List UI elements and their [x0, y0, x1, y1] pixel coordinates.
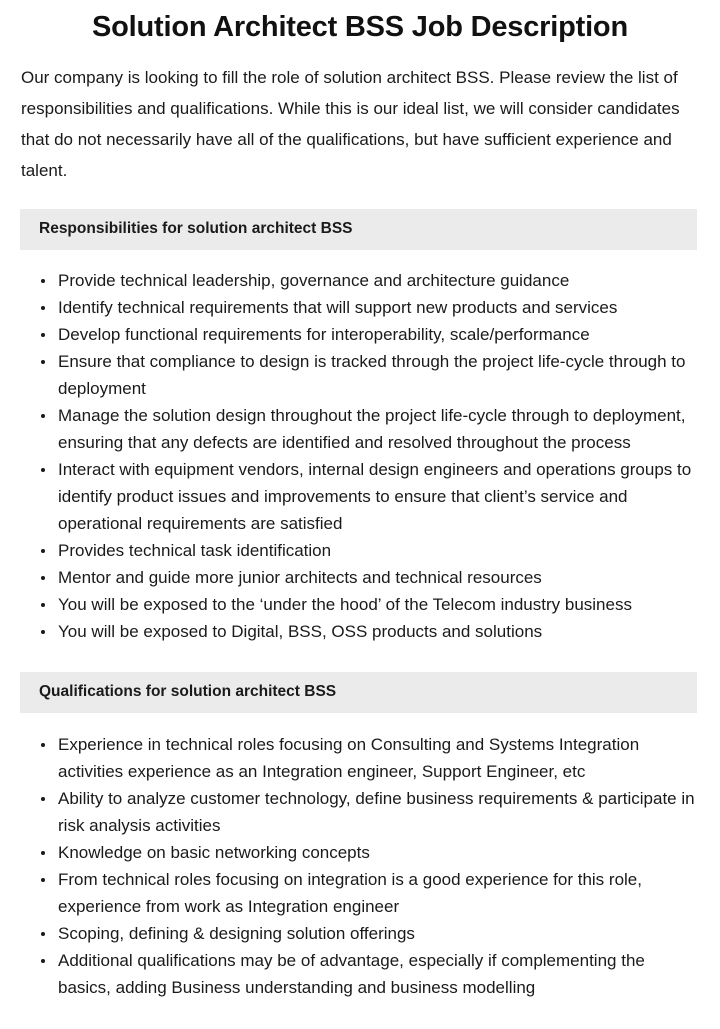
responsibilities-list: [0, 250, 720, 645]
list-item: Ensure that compliance to design is tracked through the project life-cycle through to deployment: [0, 348, 720, 402]
list-item: Identify technical requirements that will support new products and services: [0, 294, 720, 321]
intro-paragraph: Our company is looking to fill the role of solution architect BSS. Please review the list of responsibilities and qualifications. While this is our ideal list, we will consider candidates that do not necessarily have all of the qualifications, but have sufficient experience and talent.: [21, 68, 680, 180]
list-item: Knowledge on basic networking concepts: [0, 839, 720, 866]
list-item: Interact with equipment vendors, internal design engineers and operations groups to identify product issues and improvements to ensure that client’s service and operational requirements are satisfied: [0, 456, 720, 537]
responsibilities-heading: Responsibilities for solution architect BSS: [20, 209, 697, 250]
list-item: Mentor and guide more junior architects and technical resources: [0, 564, 720, 591]
list-item: Experience in technical roles focusing on Consulting and Systems Integration activities experience as an Integration engineer, Support Engineer, etc: [0, 731, 720, 785]
list-item: Develop functional requirements for interoperability, scale/performance: [0, 321, 720, 348]
list-item: Manage the solution design throughout the project life-cycle through to deployment, ensuring that any defects are identified and resolved throughout the process: [0, 402, 720, 456]
list-item: Additional qualifications may be of advantage, especially if complementing the basics, adding Business understanding and business modelling: [0, 947, 720, 1001]
page-title: Solution Architect BSS Job Description: [92, 11, 628, 43]
list-item: Provides technical task identification: [0, 537, 720, 564]
list-item: Provide technical leadership, governance and architecture guidance: [0, 267, 720, 294]
responsibilities-section: [0, 209, 720, 645]
list-item: Ability to analyze customer technology, define business requirements & participate in risk analysis activities: [0, 785, 720, 839]
qualifications-section: [0, 672, 720, 1001]
qualifications-heading: Qualifications for solution architect BSS: [20, 672, 697, 713]
list-item: Scoping, defining & designing solution offerings: [0, 920, 720, 947]
list-item: You will be exposed to the ‘under the hood’ of the Telecom industry business: [0, 591, 720, 618]
list-item: You will be exposed to Digital, BSS, OSS products and solutions: [0, 618, 720, 645]
qualifications-list: [0, 713, 720, 1001]
list-item: From technical roles focusing on integration is a good experience for this role, experience from work as Integration engineer: [0, 866, 720, 920]
